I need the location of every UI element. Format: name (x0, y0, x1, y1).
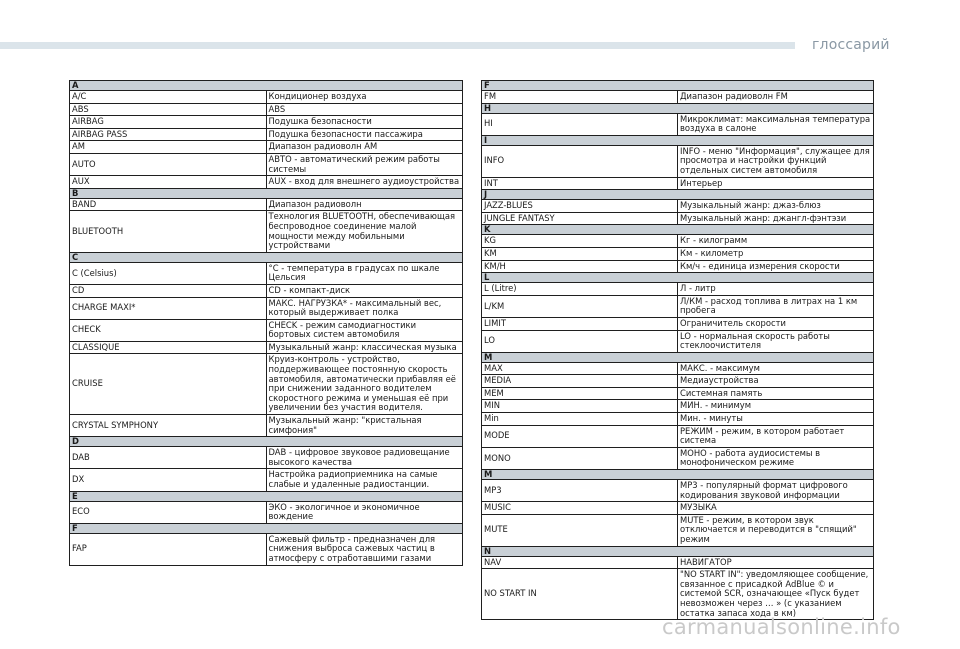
glossary-definition: МУЗЫКА (678, 502, 874, 515)
glossary-row (70, 284, 463, 297)
glossary-definition: Музыкальный жанр: классическая музыка (266, 341, 463, 354)
letter-heading: A (70, 81, 463, 91)
glossary-row (482, 91, 874, 104)
glossary-row (482, 283, 874, 296)
watermark: carmanualsonline.info (662, 615, 901, 639)
glossary-definition: НАВИГАТОР (678, 556, 874, 569)
glossary-definition: Круиз-контроль - устройство, поддерживающее постоянную скорость автомобиля, автоматически прибавляя её при снижении заданного водителем скоростного режима и уменьшая её при увеличении без участия водителя. (266, 354, 463, 415)
glossary-row (482, 447, 874, 469)
glossary-term: MUSIC (482, 502, 678, 515)
glossary-definition: LO - нормальная скорость работы стеклоочистителя (678, 330, 874, 352)
glossary-definition: °C - температура в градусах по шкале Цельсия (266, 262, 463, 284)
glossary-row (70, 341, 463, 354)
glossary-term: NAV (482, 556, 678, 569)
glossary-row (482, 260, 874, 273)
glossary-definition: Кг - килограмм (678, 235, 874, 248)
letter-header-row (482, 81, 874, 91)
glossary-term: MONO (482, 447, 678, 469)
glossary-row (482, 317, 874, 330)
glossary-term: CRYSTAL SYMPHONY (70, 415, 267, 437)
glossary-row (70, 153, 463, 175)
glossary-term: MAX (482, 362, 678, 375)
glossary-term: AUTO (70, 153, 267, 175)
glossary-row (70, 354, 463, 415)
letter-header-row (482, 135, 874, 145)
letter-header-row (482, 470, 874, 480)
glossary-definition: "NO START IN": уведомляющее сообщение, связанное с присадкой AdBlue © и системой SCR, означающее «Пуск будет невозможен через … » (с указанием остатка запаса хода в км) (678, 569, 874, 620)
glossary-term: MODE (482, 425, 678, 447)
glossary-row (482, 235, 874, 248)
letter-header-row (70, 252, 463, 262)
glossary-definition: МАКС. - максимум (678, 362, 874, 375)
glossary-term: KG (482, 235, 678, 248)
glossary-row (482, 362, 874, 375)
letter-header-row (482, 352, 874, 362)
glossary-definition: ABS (266, 103, 463, 116)
glossary-term: MIN (482, 400, 678, 413)
glossary-definition: Км/ч - единица измерения скорости (678, 260, 874, 273)
glossary-row (482, 556, 874, 569)
glossary-row (70, 262, 463, 284)
glossary-term: CRUISE (70, 354, 267, 415)
glossary-row (70, 103, 463, 116)
glossary-term: CHECK (70, 319, 267, 341)
glossary-term: AIRBAG PASS (70, 128, 267, 141)
letter-header-row (70, 437, 463, 447)
glossary-row (482, 425, 874, 447)
glossary-row (70, 297, 463, 319)
glossary-row (482, 569, 874, 620)
glossary-term: MEDIA (482, 375, 678, 388)
letter-heading: I (482, 135, 874, 145)
glossary-term: AIRBAG (70, 116, 267, 129)
glossary-definition: Подушка безопасности (266, 116, 463, 129)
glossary-definition: Музыкальный жанр: "кристальная симфония" (266, 415, 463, 437)
glossary-term: ABS (70, 103, 267, 116)
glossary-row (482, 200, 874, 213)
letter-heading: K (482, 225, 874, 235)
glossary-row (482, 330, 874, 352)
glossary-term: HI (482, 113, 678, 135)
letter-heading: M (482, 470, 874, 480)
glossary-term: LO (482, 330, 678, 352)
glossary-row (70, 116, 463, 129)
letter-header-row (482, 103, 874, 113)
glossary-definition: МОНО - работа аудиосистемы в монофоническом режиме (678, 447, 874, 469)
glossary-row (482, 480, 874, 502)
glossary-term: A/C (70, 91, 267, 104)
glossary-table-right (481, 80, 874, 620)
glossary-term: MP3 (482, 480, 678, 502)
glossary-term: L (Litre) (482, 283, 678, 296)
glossary-term: JUNGLE FANTASY (482, 212, 678, 225)
glossary-term: INT (482, 177, 678, 190)
letter-heading: C (70, 252, 463, 262)
glossary-row (482, 295, 874, 317)
letter-header-row (482, 225, 874, 235)
letter-header-row (482, 546, 874, 556)
section-title: глоссарий (812, 37, 890, 53)
glossary-definition: Кондиционер воздуха (266, 91, 463, 104)
glossary-term: CD (70, 284, 267, 297)
glossary-row (70, 91, 463, 104)
glossary-term: AUX (70, 176, 267, 189)
glossary-row (70, 469, 463, 491)
letter-heading: M (482, 352, 874, 362)
glossary-term: L/KM (482, 295, 678, 317)
glossary-definition: MP3 - популярный формат цифрового кодирования звуковой информации (678, 480, 874, 502)
glossary-definition: МИН. - минимум (678, 400, 874, 413)
glossary-definition: Ограничитель скорости (678, 317, 874, 330)
glossary-definition: DAB - цифровое звуковое радиовещание высокого качества (266, 447, 463, 469)
glossary-term: CHARGE MAXI* (70, 297, 267, 319)
glossary-definition: Км - километр (678, 247, 874, 260)
glossary-row (482, 247, 874, 260)
glossary-term: CLASSIQUE (70, 341, 267, 354)
glossary-definition: Сажевый фильтр - предназначен для снижения выброса сажевых частиц в атмосферу с отработавшими газами (266, 533, 463, 565)
glossary-term: BAND (70, 198, 267, 211)
glossary-definition: Л/КМ - расход топлива в литрах на 1 км пробега (678, 295, 874, 317)
glossary-term: Min (482, 413, 678, 426)
letter-header-row (70, 491, 463, 501)
glossary-definition: Технология BLUETOOTH, обеспечивающая беспроводное соединение малой мощности между мобильными устройствами (266, 211, 463, 252)
glossary-term: MEM (482, 387, 678, 400)
glossary-row (70, 176, 463, 189)
letter-heading: F (482, 81, 874, 91)
glossary-definition: Настройка радиоприемника на самые слабые и удаленные радиостанции. (266, 469, 463, 491)
glossary-term: INFO (482, 145, 678, 177)
glossary-term: AM (70, 141, 267, 154)
glossary-definition: Музыкальный жанр: джангл-фэнтэзи (678, 212, 874, 225)
glossary-definition: Медиаустройства (678, 375, 874, 388)
letter-heading: N (482, 546, 874, 556)
letter-heading: L (482, 273, 874, 283)
glossary-term: KM (482, 247, 678, 260)
glossary-row (70, 198, 463, 211)
glossary-row (482, 387, 874, 400)
glossary-definition: Подушка безопасности пассажира (266, 128, 463, 141)
glossary-row (70, 211, 463, 252)
glossary-definition: МАКС. НАГРУЗКА* - максимальный вес, который выдерживает полка (266, 297, 463, 319)
glossary-table-left (69, 80, 463, 566)
glossary-term: ECO (70, 501, 267, 523)
glossary-definition: Диапазон радиоволн (266, 198, 463, 211)
glossary-term: FAP (70, 533, 267, 565)
glossary-row (70, 447, 463, 469)
letter-heading: B (70, 188, 463, 198)
glossary-row (482, 177, 874, 190)
letter-header-row (482, 190, 874, 200)
glossary-term: MUTE (482, 514, 678, 546)
glossary-term: DAB (70, 447, 267, 469)
letter-header-row (70, 523, 463, 533)
glossary-definition: Л - литр (678, 283, 874, 296)
glossary-term: KM/H (482, 260, 678, 273)
header-bar (0, 42, 795, 49)
glossary-definition: Диапазон радиоволн FM (678, 91, 874, 104)
glossary-definition: Музыкальный жанр: джаз-блюз (678, 200, 874, 213)
letter-heading: J (482, 190, 874, 200)
glossary-row (70, 501, 463, 523)
glossary-row (482, 413, 874, 426)
glossary-definition: Мин. - минуты (678, 413, 874, 426)
glossary-definition: Системная память (678, 387, 874, 400)
glossary-term: NO START IN (482, 569, 678, 620)
glossary-row (482, 502, 874, 515)
glossary-row (482, 514, 874, 546)
glossary-definition: Диапазон радиоволн AM (266, 141, 463, 154)
glossary-row (482, 400, 874, 413)
glossary-definition: AUX - вход для внешнего аудиоустройства (266, 176, 463, 189)
glossary-definition: MUTE - режим, в котором звук отключается и переводится в "спящий" режим (678, 514, 874, 546)
glossary-row (482, 375, 874, 388)
letter-heading: F (70, 523, 463, 533)
glossary-row (70, 319, 463, 341)
glossary-term: JAZZ-BLUES (482, 200, 678, 213)
glossary-term: LIMIT (482, 317, 678, 330)
glossary-row (482, 113, 874, 135)
letter-heading: H (482, 103, 874, 113)
glossary-row (70, 128, 463, 141)
glossary-row (482, 145, 874, 177)
glossary-definition: ЭКО - экологичное и экономичное вождение (266, 501, 463, 523)
glossary-definition: Микроклимат: максимальная температура воздуха в салоне (678, 113, 874, 135)
letter-header-row (482, 273, 874, 283)
glossary-term: BLUETOOTH (70, 211, 267, 252)
letter-header-row (70, 188, 463, 198)
glossary-definition: CHECK - режим самодиагностики бортовых систем автомобиля (266, 319, 463, 341)
glossary-row (70, 415, 463, 437)
glossary-row (70, 533, 463, 565)
glossary-term: DX (70, 469, 267, 491)
glossary-definition: РЕЖИМ - режим, в котором работает система (678, 425, 874, 447)
glossary-definition: АВТО - автоматический режим работы системы (266, 153, 463, 175)
letter-header-row (70, 81, 463, 91)
glossary-definition: Интерьер (678, 177, 874, 190)
letter-heading: E (70, 491, 463, 501)
glossary-row (70, 141, 463, 154)
glossary-definition: INFO - меню "Информация", служащее для просмотра и настройки функций отдельных систем автомобиля (678, 145, 874, 177)
glossary-row (482, 212, 874, 225)
glossary-definition: CD - компакт-диск (266, 284, 463, 297)
glossary-term: C (Celsius) (70, 262, 267, 284)
glossary-term: FM (482, 91, 678, 104)
letter-heading: D (70, 437, 463, 447)
